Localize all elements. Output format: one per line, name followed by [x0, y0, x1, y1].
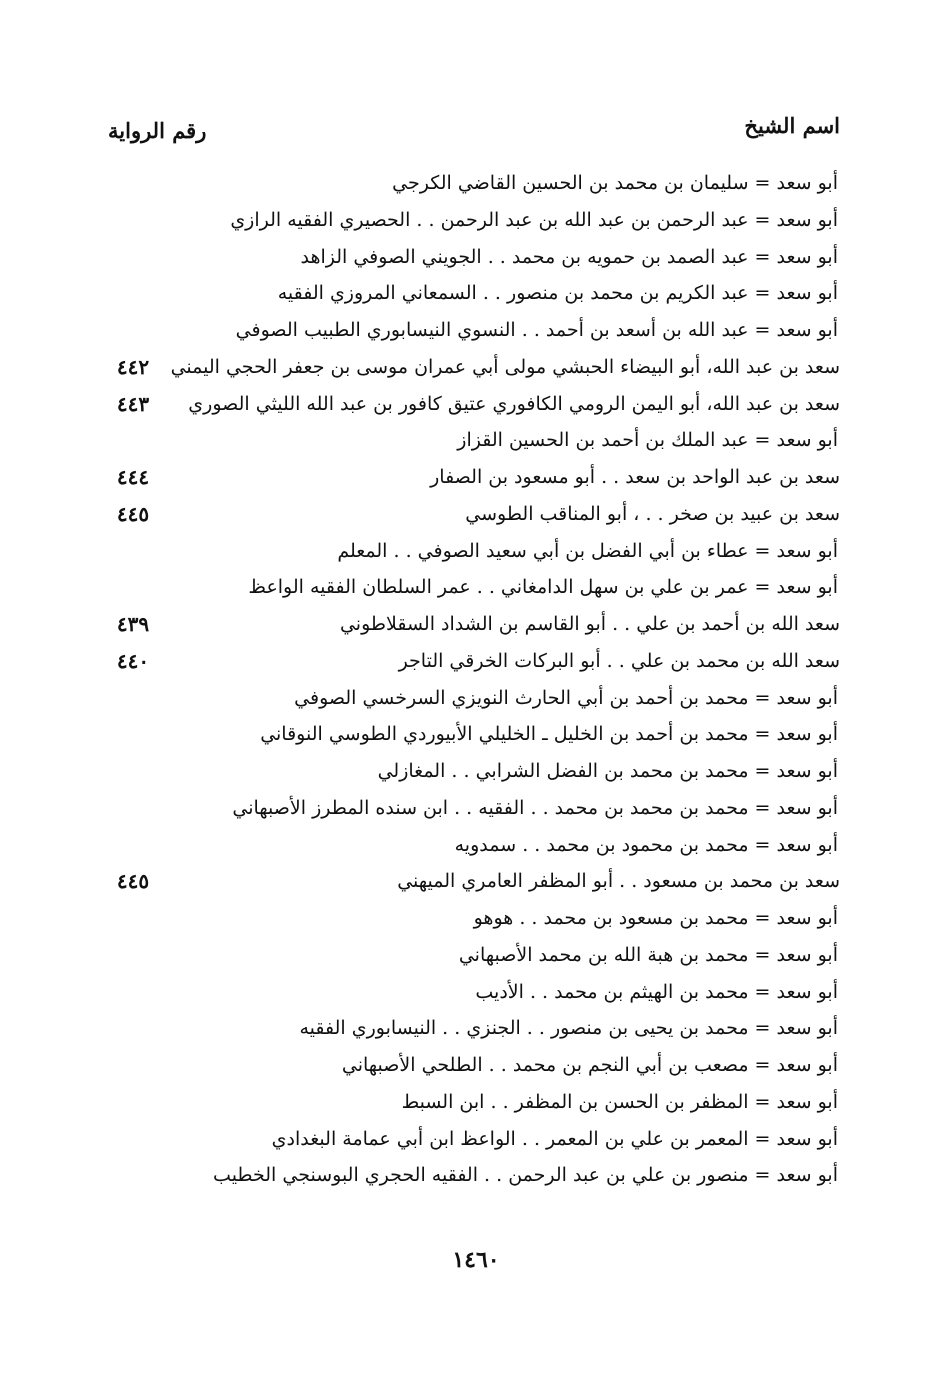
entry-name: سعد بن محمد بن مسعود . . أبو المظفر العامري الميهني — [397, 870, 840, 893]
entry-name: أبو سعد = محمد بن يحيى بن منصور . . الجنزي . . النيسابوري الفقيه — [299, 1017, 838, 1040]
index-entry — [0, 866, 952, 903]
index-entry — [0, 1160, 952, 1197]
entry-name: أبو سعد = محمد بن هبة الله بن محمد الأصبهاني — [458, 943, 838, 966]
index-entry — [0, 425, 952, 462]
index-entry — [0, 609, 952, 646]
index-entry — [0, 1013, 952, 1050]
index-entry — [0, 462, 952, 499]
entry-name: سعد بن عبد الله، أبو اليمن الرومي الكافوري عتيق كافور بن عبد الله الليثي الصوري — [188, 392, 840, 415]
index-entry — [0, 389, 952, 426]
entry-narration-number: ٤٤٥ — [116, 869, 150, 894]
index-entry — [0, 756, 952, 793]
entry-name: سعد بن عبيد بن صخر . . ، أبو المناقب الطوسي — [465, 502, 840, 525]
entry-narration-number: ٤٤٢ — [116, 354, 150, 379]
entry-name: أبو سعد = محمد بن مسعود بن محمد . . هوهو — [473, 907, 838, 929]
index-entry — [0, 352, 952, 389]
index-entry — [0, 536, 952, 573]
entry-narration-number: ٤٤٤ — [116, 465, 150, 489]
entry-name: أبو سعد = محمد بن أحمد بن أبي الحارث النويزي السرخسي الصوفي — [294, 686, 838, 709]
entry-name: سعد الله بن أحمد بن علي . . أبو القاسم بن الشداد السقلاطوني — [339, 613, 840, 635]
index-entry — [0, 646, 952, 683]
entry-name: أبو سعد = عبد الصمد بن حمويه بن محمد . . الجويني الصوفي الزاهد — [300, 245, 838, 268]
entry-name: أبو سعد = عبد الرحمن بن عبد الله بن عبد الرحمن . . الحصيري الفقيه الرازي — [230, 208, 838, 231]
index-entry — [0, 940, 952, 977]
entry-name: أبو سعد = محمد بن محمد بن محمد . . الفقيه . . ابن سنده المطرز الأصبهاني — [232, 796, 838, 819]
index-entry — [0, 205, 952, 242]
entry-narration-number: ٤٤٣ — [116, 391, 150, 416]
column-header-narration-number: رقم الرواية — [108, 118, 207, 143]
index-entry — [0, 683, 952, 720]
entry-name: أبو سعد = محمد بن محمود بن محمد . . سمدويه — [454, 833, 838, 856]
index-entry — [0, 903, 952, 940]
index-entry — [0, 830, 952, 867]
index-entry — [0, 278, 952, 315]
index-entry — [0, 499, 952, 536]
index-entries — [0, 168, 952, 1197]
index-entry — [0, 1087, 952, 1124]
entry-name: أبو سعد = عمر بن علي بن سهل الدامغاني . . عمر السلطان الفقيه الواعظ — [248, 576, 838, 599]
entry-name: سعد بن عبد الله، أبو البيضاء الحبشي مولى أبي عمران موسى بن جعفر الحجي اليمني — [170, 355, 840, 378]
entry-name: أبو سعد = محمد بن الهيثم بن محمد . . الأديب — [475, 980, 838, 1003]
entry-name: أبو سعد = محمد بن أحمد بن الخليل ـ الخليلي الأبيوردي الطوسي النوقاني — [260, 723, 838, 746]
entry-name: أبو سعد = مصعب بن أبي النجم بن محمد . . الطلحي الأصبهاني — [341, 1054, 838, 1076]
page-number: ١٤٦٠ — [452, 1247, 500, 1273]
index-entry — [0, 1050, 952, 1087]
entry-narration-number: ٤٤٠ — [116, 648, 150, 673]
entry-name: أبو سعد = محمد بن محمد بن الفضل الشرابي . . المغازلي — [377, 760, 838, 782]
entry-name: سعد الله بن محمد بن علي . . أبو البركات الخرقي التاجر — [398, 649, 840, 672]
index-entry — [0, 793, 952, 830]
entry-narration-number: ٤٤٥ — [116, 501, 150, 526]
entry-name: سعد بن عبد الواحد بن سعد . . أبو مسعود بن الصفار — [430, 466, 840, 488]
index-entry — [0, 719, 952, 756]
index-entry — [0, 1124, 952, 1161]
entry-narration-number: ٤٣٩ — [116, 612, 150, 636]
column-header-shaykh-name: اسم الشيخ — [744, 113, 840, 138]
entry-name: أبو سعد = المظفر بن الحسن بن المظفر . . ابن السبط — [401, 1090, 838, 1113]
entry-name: أبو سعد = عطاء بن أبي الفضل بن أبي سعيد الصوفي . . المعلم — [337, 539, 838, 562]
index-entry — [0, 572, 952, 609]
index-entry — [0, 242, 952, 279]
entry-name: أبو سعد = منصور بن علي بن عبد الرحمن . . الفقيه الحجري البوسنجي الخطيب — [213, 1164, 838, 1187]
index-entry — [0, 315, 952, 352]
entry-name: أبو سعد = سليمان بن محمد بن الحسين القاضي الكرجي — [392, 172, 838, 194]
index-entry — [0, 168, 952, 205]
entry-name: أبو سعد = عبد الله بن أسعد بن أحمد . . النسوي النيسابوري الطبيب الصوفي — [235, 319, 838, 341]
entry-name: أبو سعد = عبد الكريم بن محمد بن منصور . . السمعاني المروزي الفقيه — [277, 282, 838, 305]
entry-name: أبو سعد = عبد الملك بن أحمد بن الحسين القزاز — [457, 429, 838, 452]
index-entry — [0, 977, 952, 1014]
entry-name: أبو سعد = المعمر بن علي بن المعمر . . الواعظ ابن أبي عمامة البغدادي — [271, 1127, 838, 1150]
